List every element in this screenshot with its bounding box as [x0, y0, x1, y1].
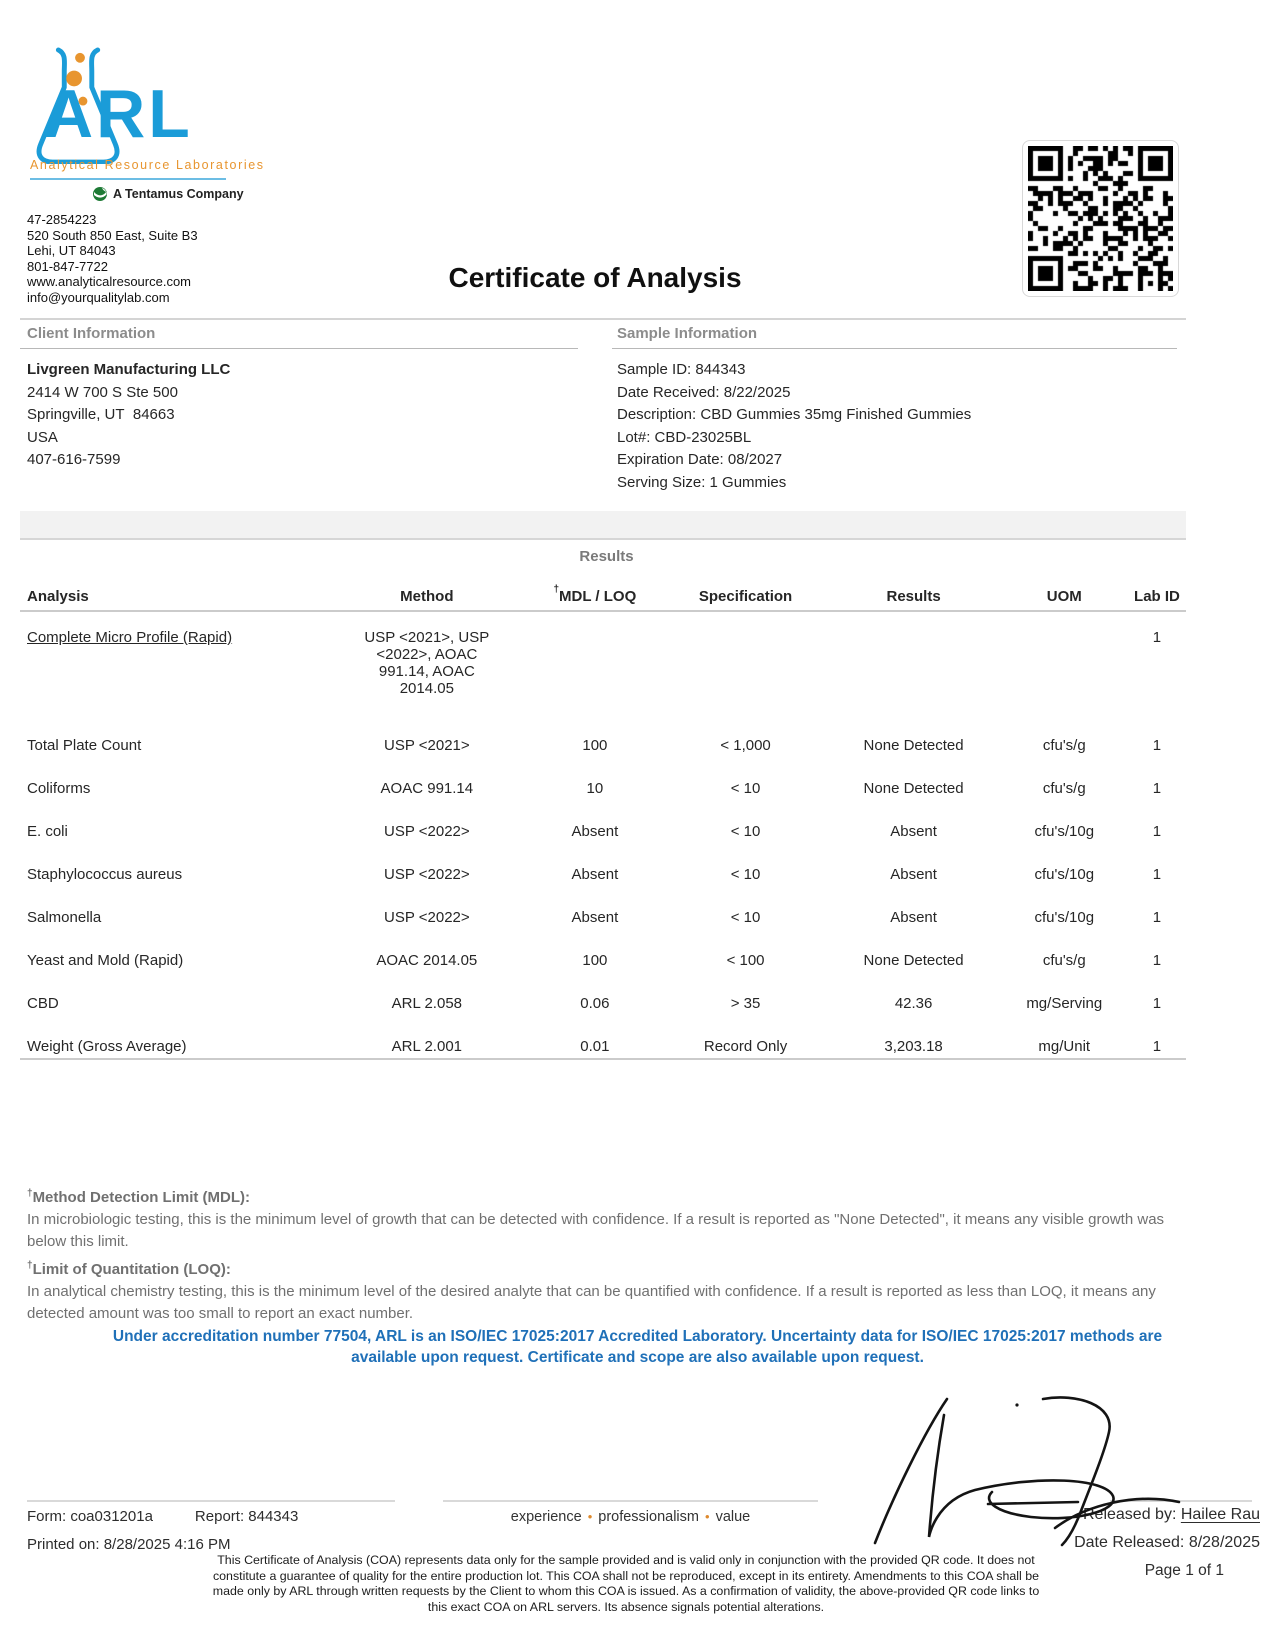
- cell-method: ARL 2.058: [391, 995, 462, 1012]
- cell-lab_id: 1: [1152, 780, 1162, 797]
- cell-lab_id: 1: [1152, 995, 1162, 1012]
- cell-specification: < 10: [730, 780, 761, 797]
- cell-results: Absent: [890, 866, 937, 883]
- results-table-rows: [27, 629, 1186, 1081]
- coa-disclaimer: This Certificate of Analysis (COA) represents data only for the sample provided and is valid only in conjunction with the provided QR code. It does not constitute a guarantee of quality for the entire production lot. This COA shall not be reproduced, except in its entirety. Amendments to this COA shall be made only by ARL through written requests by the Client to whom this COA is issued. As a confirmation of validity, the above-provided QR code links to this exact COA on ARL servers. Its absence signals potential alterations.: [212, 1553, 1040, 1614]
- client-country: USA: [27, 428, 58, 446]
- cell-uom: mg/Serving: [1026, 995, 1103, 1012]
- sample-expiration: Expiration Date: 08/2027: [617, 451, 783, 468]
- printed-on: Printed on: 8/28/2025 4:16 PM: [27, 1536, 231, 1553]
- released-by: [900, 1506, 1260, 1524]
- footer-form-report: [27, 1508, 298, 1525]
- released-by-name: Hailee Rau: [1180, 1506, 1260, 1523]
- table-row: [27, 780, 1186, 823]
- cell-analysis: Coliforms: [27, 780, 91, 797]
- cell-analysis: Complete Micro Profile (Rapid): [27, 629, 233, 646]
- dagger-icon: †: [553, 584, 560, 595]
- motto-word: professionalism: [598, 1509, 699, 1525]
- cell-method: USP <2022>: [384, 909, 470, 926]
- cell-mdl_loq: 0.06: [580, 995, 610, 1012]
- results-section-title: Results: [579, 548, 634, 565]
- report-number: Report: 844343: [194, 1508, 299, 1525]
- lab-address-line2: Lehi, UT 84043: [27, 243, 116, 259]
- cell-specification: < 100: [726, 952, 765, 969]
- header-specification: Specification: [698, 588, 793, 605]
- cell-uom: cfu's/10g: [1034, 823, 1095, 840]
- arl-logo: ARL: [44, 76, 193, 152]
- cell-analysis: Weight (Gross Average): [27, 1038, 187, 1055]
- cell-lab_id: 1: [1152, 629, 1162, 646]
- cell-specification: < 10: [730, 909, 761, 926]
- cell-results: 42.36: [894, 995, 933, 1012]
- header-method: Method: [400, 588, 454, 605]
- cell-uom: cfu's/10g: [1034, 909, 1095, 926]
- cell-lab_id: 1: [1152, 737, 1162, 754]
- mdl-footnote-body: In microbiologic testing, this is the minimum level of growth that can be detected with confidence. If a result is reported as "None Detected", it means any visible growth was below this limit.: [27, 1211, 1165, 1250]
- cell-mdl_loq: 100: [582, 737, 608, 754]
- signature-line: [1110, 1500, 1252, 1502]
- motto-separator: •: [587, 1509, 593, 1524]
- cell-analysis: Total Plate Count: [27, 737, 142, 754]
- footer-divider-center: [443, 1500, 818, 1502]
- cell-specification: < 10: [730, 823, 761, 840]
- sample-id: Sample ID: 844343: [617, 361, 746, 378]
- header-uom: UOM: [1046, 588, 1082, 605]
- cell-results: None Detected: [863, 952, 964, 969]
- accreditation-statement: Under accreditation number 77504, ARL is an ISO/IEC 17025:2017 Accredited Laboratory. Uncertainty data for ISO/IEC 17025:2017 methods are available upon request. Certificate and scope are also available upon request.: [112, 1328, 1163, 1366]
- parent-company: [92, 186, 244, 202]
- cell-method: AOAC 2014.05: [376, 952, 478, 969]
- cell-mdl_loq: 0.01: [580, 1038, 610, 1055]
- logo-tagline: Analytical Resource Laboratories: [30, 158, 265, 172]
- dagger-icon: †: [27, 1260, 33, 1271]
- sample-heading-divider: [612, 348, 1177, 349]
- lab-address-line1: 520 South 850 East, Suite B3: [27, 227, 198, 243]
- loq-footnote-body: In analytical chemistry testing, this is the minimum level of the desired analyte that can be quantified with confidence. If a result is reported as less than LOQ, it means any detected amount was too small to report an exact number.: [27, 1283, 1156, 1322]
- client-phone: 407-616-7599: [27, 451, 121, 468]
- results-band: [20, 511, 1186, 540]
- client-info-section: [27, 325, 587, 472]
- cell-specification: < 10: [730, 866, 761, 883]
- cell-mdl_loq: 10: [586, 780, 604, 797]
- client-heading-divider: [20, 348, 578, 349]
- table-row: [27, 629, 1186, 737]
- cell-method: USP <2022>: [384, 866, 470, 883]
- cell-analysis: Salmonella: [27, 909, 102, 926]
- cell-results: 3,203.18: [884, 1038, 943, 1055]
- cell-results: None Detected: [863, 780, 964, 797]
- cell-results: Absent: [890, 909, 937, 926]
- header-lab-id: Lab ID: [1134, 588, 1180, 605]
- cell-specification: Record Only: [703, 1038, 788, 1055]
- motto-word: experience: [510, 1509, 582, 1525]
- lab-website: www.analyticalresource.com: [27, 274, 192, 290]
- cell-lab_id: 1: [1152, 823, 1162, 840]
- client-info-heading: Client Information: [27, 325, 156, 342]
- cell-lab_id: 1: [1152, 952, 1162, 969]
- cell-specification: > 35: [730, 995, 761, 1012]
- table-row: [27, 995, 1186, 1038]
- cell-results: None Detected: [863, 737, 964, 754]
- table-row: [27, 952, 1186, 995]
- client-address: 2414 W 700 S Ste 500: [27, 383, 178, 401]
- header-results: Results: [886, 588, 941, 605]
- table-row: [27, 909, 1186, 952]
- date-released: Date Released: 8/28/2025: [1074, 1534, 1260, 1551]
- cell-lab_id: 1: [1152, 909, 1162, 926]
- cell-analysis: E. coli: [27, 823, 68, 840]
- header-analysis: Analysis: [27, 588, 89, 605]
- client-name: Livgreen Manufacturing LLC: [27, 361, 231, 378]
- tentamus-icon: [92, 186, 108, 202]
- mdl-footnote-title: †Method Detection Limit (MDL):: [27, 1188, 251, 1206]
- cell-uom: mg/Unit: [1038, 1038, 1091, 1055]
- header-divider: [20, 610, 1186, 612]
- form-number: Form: coa031201a: [27, 1508, 153, 1525]
- lab-email: info@yourqualitylab.com: [27, 289, 170, 305]
- cell-uom: cfu's/g: [1042, 780, 1086, 797]
- cell-uom: cfu's/g: [1042, 737, 1086, 754]
- sample-serving-size: Serving Size: 1 Gummies: [617, 473, 787, 491]
- sample-info-heading: Sample Information: [617, 325, 758, 342]
- cell-method: USP <2022>: [384, 823, 470, 840]
- cell-uom: cfu's/10g: [1034, 866, 1095, 883]
- cell-mdl_loq: Absent: [571, 823, 619, 840]
- cell-mdl_loq: Absent: [571, 909, 619, 926]
- cell-method: ARL 2.001: [391, 1038, 462, 1055]
- table-row: [27, 737, 1186, 780]
- dagger-icon: †: [27, 1188, 33, 1199]
- footnotes: [27, 1183, 1177, 1327]
- cell-mdl_loq: Absent: [571, 866, 619, 883]
- table-row: [27, 823, 1186, 866]
- parent-company-label: A Tentamus Company: [113, 187, 244, 201]
- sample-description: Description: CBD Gummies 35mg Finished Gummies: [617, 406, 972, 423]
- cell-analysis: Yeast and Mold (Rapid): [27, 952, 184, 969]
- cell-specification: < 1,000: [720, 737, 771, 754]
- lab-phone: 801-847-7722: [27, 258, 108, 274]
- cell-method: AOAC 991.14: [380, 780, 474, 797]
- page-number: Page 1 of 1: [1144, 1562, 1224, 1579]
- motto-separator: •: [705, 1509, 710, 1524]
- released-by-label: Released by:: [1083, 1506, 1177, 1523]
- qr-code: [1028, 146, 1173, 291]
- qr-code-frame: [1022, 140, 1179, 297]
- document-title: Certificate of Analysis: [448, 262, 742, 293]
- sample-date-received: Date Received: 8/22/2025: [617, 383, 791, 401]
- sample-lot: Lot#: CBD-23025BL: [617, 428, 752, 446]
- cell-mdl_loq: 100: [582, 952, 608, 969]
- header-mdl-loq: †MDL / LOQ: [553, 584, 637, 605]
- client-city-state-zip: Springville, UT 84663: [27, 406, 175, 423]
- cell-lab_id: 1: [1152, 866, 1162, 883]
- motto-word: value: [715, 1509, 751, 1525]
- info-top-divider: [20, 318, 1186, 320]
- cell-lab_id: 1: [1152, 1038, 1162, 1055]
- cell-analysis: CBD: [27, 995, 59, 1012]
- logo-divider: [30, 178, 226, 180]
- footer-motto: [443, 1509, 818, 1525]
- results-table-header: [27, 584, 1186, 605]
- loq-footnote-title: †Limit of Quantitation (LOQ):: [27, 1260, 231, 1278]
- cell-analysis: Staphylococcus aureus: [27, 866, 183, 883]
- table-row: [27, 866, 1186, 909]
- cell-results: Absent: [890, 823, 937, 840]
- cell-method: USP <2021>, USP <2022>, AOAC 991.14, AOAC 2014.05: [364, 629, 490, 697]
- table-bottom-divider: [20, 1058, 1186, 1060]
- cell-uom: cfu's/g: [1042, 952, 1086, 969]
- cell-method: USP <2021>: [384, 737, 470, 754]
- sample-info-section: [617, 325, 1182, 494]
- footer-divider-left: [27, 1500, 395, 1502]
- lab-registration: 47-2854223: [27, 212, 97, 227]
